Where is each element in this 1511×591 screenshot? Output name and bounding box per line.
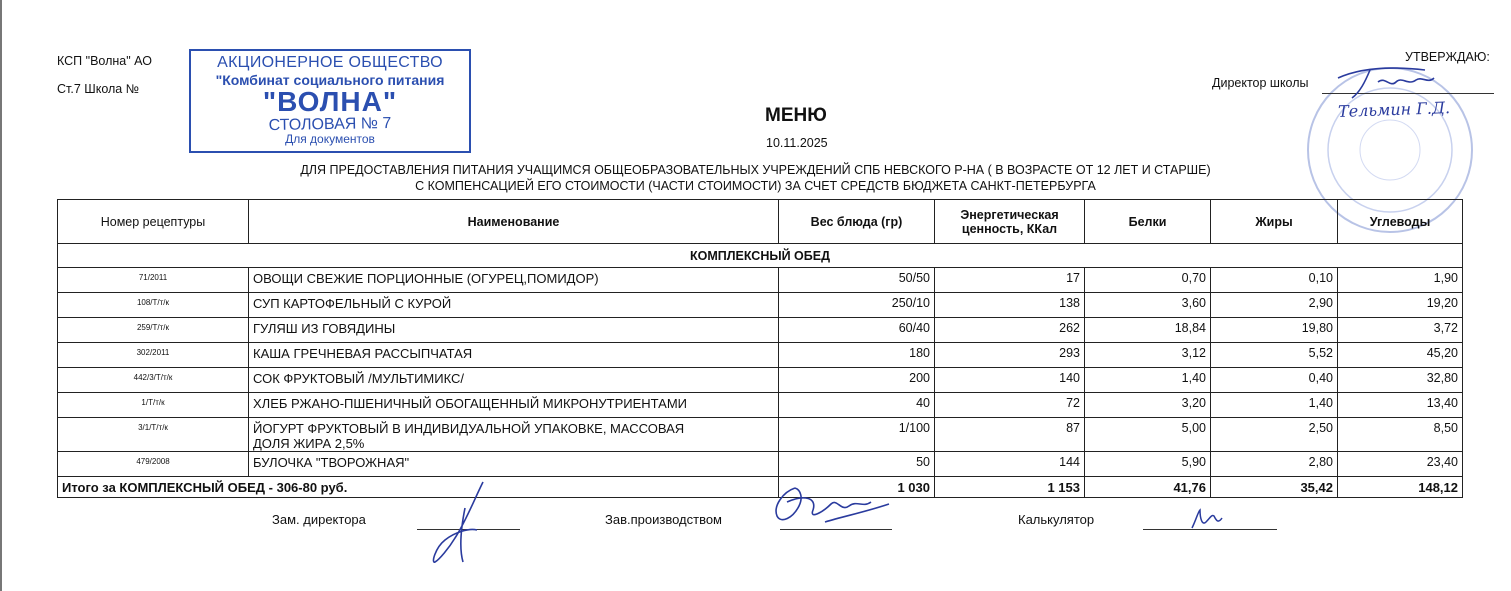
dish-protein: 3,20 (1085, 393, 1211, 418)
dish-fat: 2,90 (1211, 293, 1338, 318)
recipe-code: 3/1/Т/т/к (58, 418, 249, 452)
dish-energy: 262 (935, 318, 1085, 343)
table-row (58, 393, 1463, 418)
table-row (58, 452, 1463, 477)
total-row (58, 477, 1463, 498)
header-weight: Вес блюда (гр) (779, 200, 935, 244)
dish-energy: 17 (935, 268, 1085, 293)
stamp-line-4: СТОЛОВАЯ № 7 (268, 114, 392, 135)
total-fat: 35,42 (1211, 477, 1338, 498)
dish-carbs: 32,80 (1338, 368, 1463, 393)
section-label: КОМПЛЕКСНЫЙ ОБЕД (58, 244, 1463, 268)
header-fat: Жиры (1211, 200, 1338, 244)
table-row (58, 318, 1463, 343)
company-stamp (189, 49, 471, 153)
dish-energy: 144 (935, 452, 1085, 477)
dish-energy: 140 (935, 368, 1085, 393)
header-protein: Белки (1085, 200, 1211, 244)
table-row (58, 343, 1463, 368)
table-row (58, 268, 1463, 293)
dish-fat: 2,50 (1211, 418, 1338, 452)
org-line-2: Ст.7 Школа № (57, 82, 140, 96)
section-row (58, 244, 1463, 268)
dish-carbs: 19,20 (1338, 293, 1463, 318)
recipe-code: 71/2011 (58, 268, 249, 293)
recipe-code: 442/3/Т/т/к (58, 368, 249, 393)
total-label: Итого за КОМПЛЕКСНЫЙ ОБЕД - 306-80 руб. (58, 477, 779, 498)
dish-weight: 200 (779, 368, 935, 393)
dish-energy: 138 (935, 293, 1085, 318)
subtitle-line-1: ДЛЯ ПРЕДОСТАВЛЕНИЯ ПИТАНИЯ УЧАЩИМСЯ ОБЩЕОБРАЗОВАТЕЛЬНЫХ УЧРЕЖДЕНИЙ СПБ НЕВСКОГО Р-НА ( В ВОЗРАСТЕ ОТ 12 ЛЕТ И СТАРШЕ) (300, 163, 1211, 177)
stamp-line-5: Для документов (285, 132, 375, 146)
dish-energy: 293 (935, 343, 1085, 368)
dish-name: ОВОЩИ СВЕЖИЕ ПОРЦИОННЫЕ (ОГУРЕЦ,ПОМИДОР) (249, 268, 779, 293)
recipe-code: 108/Т/т/к (58, 293, 249, 318)
table-row (58, 293, 1463, 318)
dish-weight: 1/100 (779, 418, 935, 452)
recipe-code: 479/2008 (58, 452, 249, 477)
dish-fat: 5,52 (1211, 343, 1338, 368)
dish-energy: 72 (935, 393, 1085, 418)
subtitle-line-2: С КОМПЕНСАЦИЕЙ ЕГО СТОИМОСТИ (ЧАСТИ СТОИМОСТИ) ЗА СЧЕТ СРЕДСТВ БЮДЖЕТА САНКТ-ПЕТЕРБУРГА (415, 179, 1096, 193)
menu-date: 10.11.2025 (766, 136, 828, 150)
dish-name: БУЛОЧКА "ТВОРОЖНАЯ" (249, 452, 779, 477)
dish-name: ЙОГУРТ ФРУКТОВЫЙ В ИНДИВИДУАЛЬНОЙ УПАКОВКЕ, МАССОВАЯ ДОЛЯ ЖИРА 2,5% (249, 418, 779, 452)
dish-carbs: 3,72 (1338, 318, 1463, 343)
dish-name: КАША ГРЕЧНЕВАЯ РАССЫПЧАТАЯ (249, 343, 779, 368)
page-title: МЕНЮ (765, 105, 827, 126)
header-recipe: Номер рецептуры (58, 200, 249, 244)
dish-name: ГУЛЯШ ИЗ ГОВЯДИНЫ (249, 318, 779, 343)
director-sign-name: Тельмин Г.Д. (1337, 98, 1451, 121)
production-signature-icon (765, 482, 895, 532)
dish-name: СУП КАРТОФЕЛЬНЫЙ С КУРОЙ (249, 293, 779, 318)
table-header-row (58, 200, 1463, 244)
table-row (58, 418, 1463, 452)
dish-name: ХЛЕБ РЖАНО-ПШЕНИЧНЫЙ ОБОГАЩЕННЫЙ МИКРОНУТРИЕНТАМИ (249, 393, 779, 418)
dish-weight: 250/10 (779, 293, 935, 318)
dish-name: СОК ФРУКТОВЫЙ /МУЛЬТИМИКС/ (249, 368, 779, 393)
dish-weight: 40 (779, 393, 935, 418)
calculator-label: Калькулятор (1018, 512, 1095, 527)
total-energy: 1 153 (935, 477, 1085, 498)
dish-fat: 19,80 (1211, 318, 1338, 343)
org-line-1: КСП "Волна" АО (57, 54, 152, 68)
total-carbs: 148,12 (1338, 477, 1463, 498)
dish-carbs: 23,40 (1338, 452, 1463, 477)
stamp-line-3: "ВОЛНА" (262, 86, 398, 117)
recipe-code: 1/Т/т/к (58, 393, 249, 418)
dish-protein: 0,70 (1085, 268, 1211, 293)
header-name: Наименование (249, 200, 779, 244)
header-carbs: Углеводы (1338, 200, 1463, 244)
dish-energy: 87 (935, 418, 1085, 452)
scan-left-edge (0, 0, 2, 591)
dish-weight: 50 (779, 452, 935, 477)
table-row (58, 368, 1463, 393)
dish-fat: 1,40 (1211, 393, 1338, 418)
dish-protein: 18,84 (1085, 318, 1211, 343)
dish-weight: 50/50 (779, 268, 935, 293)
dish-carbs: 45,20 (1338, 343, 1463, 368)
dish-protein: 3,12 (1085, 343, 1211, 368)
director-label: Директор школы (1212, 76, 1309, 90)
menu-table (57, 199, 1463, 498)
recipe-code: 259/Т/т/к (58, 318, 249, 343)
dish-carbs: 1,90 (1338, 268, 1463, 293)
dish-weight: 180 (779, 343, 935, 368)
deputy-director-label: Зам. директора (272, 512, 366, 527)
dish-protein: 3,60 (1085, 293, 1211, 318)
header-energy: Энергетическая ценность, ККал (935, 200, 1085, 244)
dish-protein: 5,00 (1085, 418, 1211, 452)
dish-protein: 5,90 (1085, 452, 1211, 477)
total-protein: 41,76 (1085, 477, 1211, 498)
dish-carbs: 13,40 (1338, 393, 1463, 418)
approve-label: УТВЕРЖДАЮ: (1405, 50, 1490, 64)
stamp-line-2: "Комбинат социального питания (215, 72, 445, 88)
dish-fat: 2,80 (1211, 452, 1338, 477)
deputy-signature-icon (425, 478, 495, 570)
dish-weight: 60/40 (779, 318, 935, 343)
total-weight: 1 030 (779, 477, 935, 498)
dish-fat: 0,10 (1211, 268, 1338, 293)
dish-carbs: 8,50 (1338, 418, 1463, 452)
stamp-line-1: АКЦИОНЕРНОЕ ОБЩЕСТВО (217, 54, 443, 71)
calculator-signature-icon (1188, 506, 1224, 532)
dish-fat: 0,40 (1211, 368, 1338, 393)
production-head-label: Зав.производством (605, 512, 722, 527)
dish-protein: 1,40 (1085, 368, 1211, 393)
recipe-code: 302/2011 (58, 343, 249, 368)
